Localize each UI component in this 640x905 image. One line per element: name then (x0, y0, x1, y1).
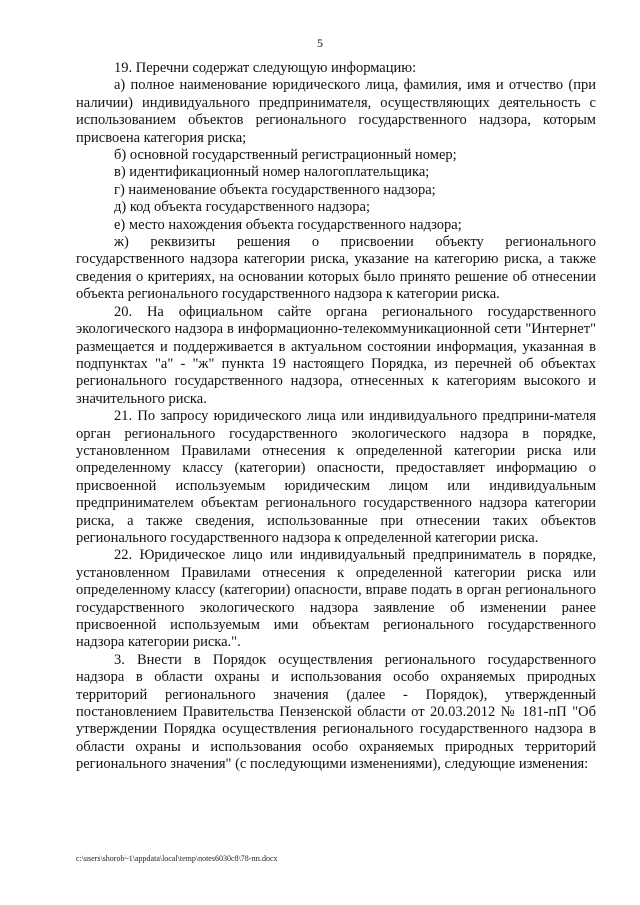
paragraph-19-g: г) наименование объекта государственного надзора; (114, 181, 436, 198)
paragraph-22: 22. Юридическое лицо или индивидуальный предприниматель в порядке, установленном Правилами отнесения к определенной категории риска или определенному классу (категории) опасности, вправе подать в орган регионального государственного экологического надзора заявление об изменении ранее присвоенной используемым ими объектам регионального государственного надзора категории риска.". (76, 547, 596, 651)
paragraph-3: 3. Внести в Порядок осуществления регионального государственного надзора в области охраны и использования особо охраняемых природных территорий регионального значения (далее - Порядок), утвержденный постановлением Правительства Пензенской области от 20.03.2012 № 181-пП "Об утверждении Порядка осуществления регионального государственного надзора в области охраны и использования особо охраняемых природных территорий регионального значения" (с последующими изменениями), следующие изменения: (76, 651, 596, 773)
document-body (76, 60, 596, 774)
paragraph-19-e: е) место нахождения объекта государственного надзора; (114, 216, 462, 233)
paragraph-19-zh: ж) реквизиты решения о присвоении объекту регионального государственного надзора категории риска, указание на категорию риска, а также сведения о критериях, на основании которых было принято решение об отнесении объекта регионального государственного надзора к категории риска. (76, 234, 596, 303)
paragraph-19-intro: 19. Перечни содержат следующую информацию: (114, 60, 417, 76)
paragraph-19-v: в) идентификационный номер налогоплательщика; (114, 164, 430, 181)
paragraph-19-d: д) код объекта государственного надзора; (114, 199, 371, 216)
file-path-footer: c:\users\shorob~1\appdata\local\temp\notes6030c8\78-пп.docx (76, 854, 278, 863)
paragraph-19-a: а) полное наименование юридического лица, фамилия, имя и отчество (при наличии) индивидуального предпринимателя, осуществляющих деятельность с использованием объектов регионального государственного надзора, которым присвоена категория риска; (76, 77, 596, 146)
paragraph-19-b: б) основной государственный регистрационный номер; (114, 147, 457, 164)
paragraph-20: 20. На официальном сайте органа регионального государственного экологического надзора в информационно-телекоммуникационной сети "Интернет" размещается и поддерживается в актуальном состоянии информация, указанная в подпунктах "а" - "ж" пункта 19 настоящего Порядка, из перечней об объектах регионального государственного надзора, отнесенных к категориям высокого и значительного риска. (76, 303, 596, 407)
page-number: 5 (317, 36, 323, 50)
paragraph-21: 21. По запросу юридического лица или индивидуального предприни-мателя орган регионального государственного экологического надзора в порядке, установленном Правилами отнесения к определенной категории риска или определенному классу (категории) опасности, предоставляет информацию о присвоенной используемым юридическим лицом или индивидуальным предпринимателем объектам регионального государственного надзора категории риска, а также сведения, использованные при отнесении таких объектов регионального государственного надзора к определенной категории риска. (76, 408, 596, 546)
